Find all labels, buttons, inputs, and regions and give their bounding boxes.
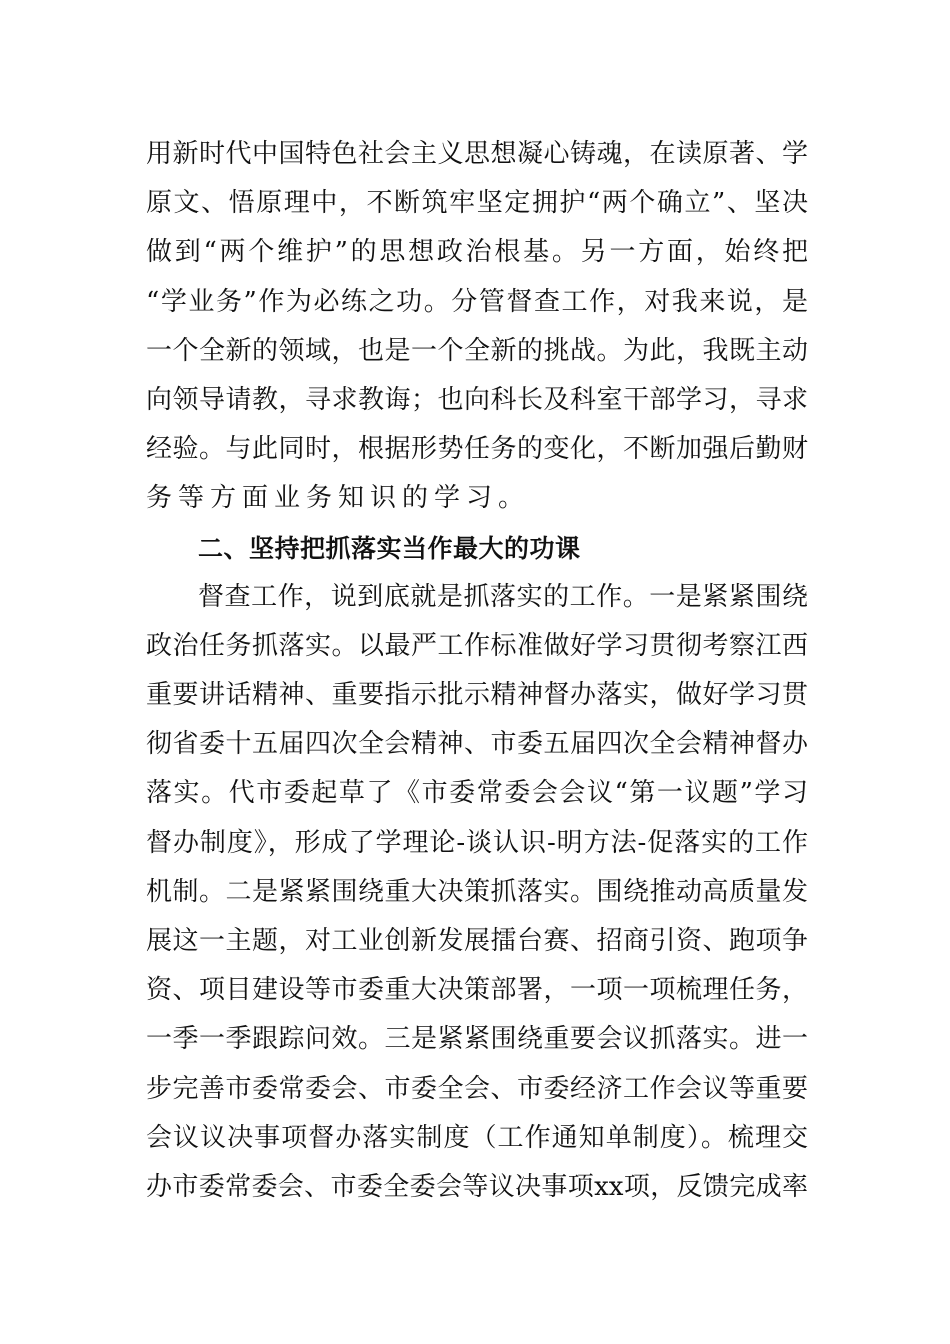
- text-line: 资、项目建设等市委重大决策部署，一项一项梳理任务，: [146, 975, 808, 1006]
- paragraph-continued: [146, 130, 808, 524]
- text-line: 用新时代中国特色社会主义思想凝心铸魂，在读原著、学: [146, 139, 808, 169]
- text-line: 重要讲话精神、重要指示批示精神督办落实，做好学习贯: [146, 680, 808, 711]
- text-line: 展这一主题，对工业创新发展擂台赛、招商引资、跑项争: [146, 926, 808, 956]
- text-line: 政治任务抓落实。以最严工作标准做好学习贯彻考察江西: [146, 630, 808, 661]
- text-line: 做到“两个维护”的思想政治根基。另一方面，始终把: [146, 237, 808, 268]
- text-line: 一季一季跟踪问效。三是紧紧围绕重要会议抓落实。进一: [146, 1024, 808, 1055]
- text-line: “学业务”作为必练之功。分管督查工作，对我来说，是: [146, 286, 808, 317]
- text-line: 彻省委十五届四次全会精神、市委五届四次全会精神督办: [146, 729, 808, 760]
- section-heading: 二、坚持把抓落实当作最大的功课: [198, 533, 581, 563]
- text-line: 向领导请教，寻求教诲；也向科长及科室干部学习，寻求: [146, 384, 808, 415]
- document-body: [146, 130, 808, 1212]
- text-line: 务等方面业务知识的学习。: [146, 483, 531, 514]
- text-line: 一个全新的领域，也是一个全新的挑战。为此，我既主动: [146, 335, 808, 366]
- text-line: 经验。与此同时，根据形势任务的变化，不断加强后勤财: [146, 434, 808, 465]
- text-line: 步完善市委常委会、市委全会、市委经济工作会议等重要: [146, 1073, 808, 1104]
- text-line: 落实。代市委起草了《市委常委会会议“第一议题”学习: [146, 778, 808, 809]
- text-line: 机制。二是紧紧围绕重大决策抓落实。围绕推动高质量发: [146, 876, 808, 907]
- text-line: 办市委常委会、市委全委会等议决事项xx项，反馈完成率: [146, 1171, 808, 1202]
- text-line: 督办制度》，形成了学理论-谈认识-明方法-促落实的工作: [146, 827, 808, 858]
- text-line: 会议议决事项督办落实制度（工作通知单制度）。梳理交: [146, 1122, 808, 1153]
- paragraph-section-two: [146, 573, 808, 1212]
- text-line: 原文、悟原理中，不断筑牢坚定拥护“两个确立”、坚决: [146, 188, 808, 219]
- text-line: 督查工作，说到底就是抓落实的工作。一是紧紧围绕: [198, 581, 808, 612]
